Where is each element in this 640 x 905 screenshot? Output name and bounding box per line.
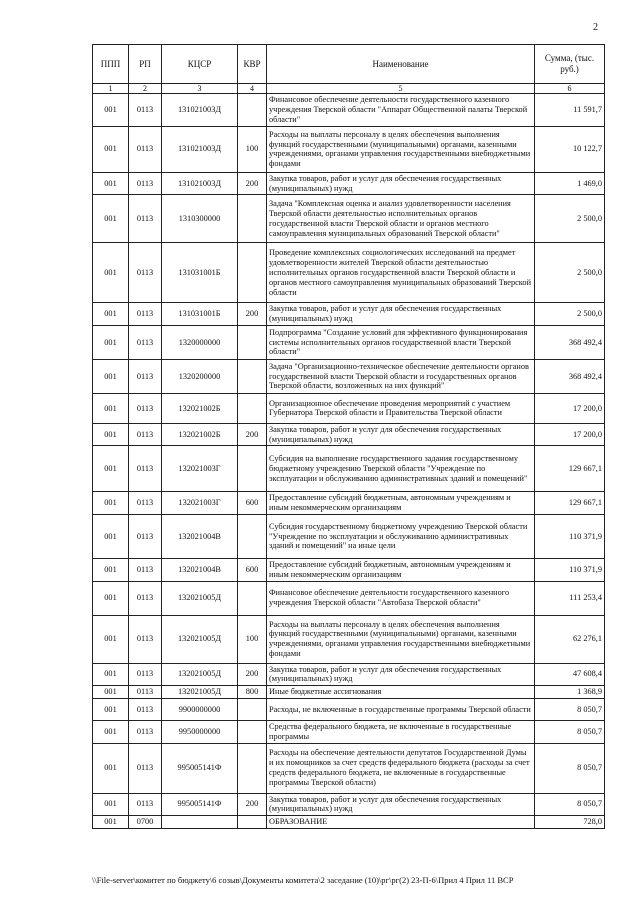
row-sum: 11 591,7: [535, 94, 605, 126]
row-kvr: [238, 359, 267, 393]
row-sum: 110 371,9: [535, 559, 605, 582]
row-rp: 0113: [129, 126, 162, 172]
column-index-row: [93, 84, 605, 94]
row-rp: 0113: [129, 581, 162, 615]
row-ppp: 001: [93, 698, 129, 720]
header-kcsr: КЦСР: [162, 45, 238, 84]
row-kvr: 200: [238, 663, 267, 686]
table-row: [93, 720, 605, 743]
row-sum: 368 492,4: [535, 325, 605, 359]
row-kvr: 200: [238, 172, 267, 195]
row-rp: 0113: [129, 303, 162, 326]
row-kcsr: 131031001Б: [162, 243, 238, 303]
row-name: Проведение комплексных социологических исследований на предмет удовлетворенности жителей Тверской области деятельностью исполнительных органов государственной власти Тверской области и органов местного самоуправления муниципальных образований Тверской области: [267, 243, 535, 303]
header-row: [93, 45, 605, 84]
row-rp: 0113: [129, 743, 162, 793]
row-sum: 111 253,4: [535, 581, 605, 615]
table-row: [93, 195, 605, 243]
row-kvr: 200: [238, 303, 267, 326]
row-ppp: 001: [93, 393, 129, 423]
row-kvr: [238, 393, 267, 423]
header-kvr: КВР: [238, 45, 267, 84]
row-sum: 2 500,0: [535, 195, 605, 243]
row-sum: 2 500,0: [535, 243, 605, 303]
column-index: 1: [93, 84, 129, 94]
row-kcsr: 132021004В: [162, 515, 238, 559]
row-kcsr: 131021003Д: [162, 172, 238, 195]
row-kvr: 100: [238, 615, 267, 663]
table-row: [93, 94, 605, 126]
row-kcsr: 9950000000: [162, 720, 238, 743]
row-ppp: 001: [93, 423, 129, 446]
table-row: [93, 698, 605, 720]
column-index: 3: [162, 84, 238, 94]
row-kcsr: 132021002Б: [162, 423, 238, 446]
row-name: Субсидия государственному бюджетному учреждению Тверской области "Учреждение по эксплуатации и обслуживанию административных зданий и помещений" на иные цели: [267, 515, 535, 559]
row-name: Организационное обеспечение проведения мероприятий с участием Губернатора Тверской области и Правительства Тверской области: [267, 393, 535, 423]
row-ppp: 001: [93, 720, 129, 743]
row-kcsr: 1320200000: [162, 359, 238, 393]
row-sum: 110 371,9: [535, 515, 605, 559]
row-kvr: 600: [238, 492, 267, 515]
table-row: [93, 243, 605, 303]
row-kcsr: 132021002Б: [162, 393, 238, 423]
row-name: Расходы на обеспечение деятельности депутатов Государственной Думы и их помощников за счет средств федерального бюджета (расходы за счет средств федерального бюджета, не включенные в государственные программы Тверской области): [267, 743, 535, 793]
row-sum: 8 050,7: [535, 698, 605, 720]
table-row: [93, 793, 605, 816]
row-kvr: [238, 581, 267, 615]
row-ppp: 001: [93, 359, 129, 393]
row-rp: 0113: [129, 615, 162, 663]
row-rp: 0113: [129, 492, 162, 515]
row-ppp: 001: [93, 663, 129, 686]
row-rp: 0113: [129, 793, 162, 816]
row-rp: 0113: [129, 663, 162, 686]
row-ppp: 001: [93, 195, 129, 243]
row-kvr: [238, 515, 267, 559]
table-row: [93, 446, 605, 492]
row-ppp: 001: [93, 816, 129, 829]
row-sum: 1 469,0: [535, 172, 605, 195]
row-sum: 62 276,1: [535, 615, 605, 663]
page-number: 2: [593, 22, 598, 33]
row-kcsr: 1320000000: [162, 325, 238, 359]
row-kcsr: 131031001Б: [162, 303, 238, 326]
row-ppp: 001: [93, 446, 129, 492]
row-name: ОБРАЗОВАНИЕ: [267, 816, 535, 829]
row-name: Финансовое обеспечение деятельности государственного казенного учреждения Тверской области "Аппарат Общественной палаты Тверской области": [267, 94, 535, 126]
row-sum: 2 500,0: [535, 303, 605, 326]
row-name: Закупка товаров, работ и услуг для обеспечения государственных (муниципальных) нужд: [267, 303, 535, 326]
row-rp: 0113: [129, 195, 162, 243]
row-name: Финансовое обеспечение деятельности государственного казенного учреждения Тверской области "Автобаза Тверской области": [267, 581, 535, 615]
row-name: Расходы, не включенные в государственные программы Тверской области: [267, 698, 535, 720]
table-row: [93, 515, 605, 559]
row-ppp: 001: [93, 515, 129, 559]
table-row: [93, 743, 605, 793]
table-row: [93, 325, 605, 359]
row-sum: 17 200,0: [535, 393, 605, 423]
row-name: Средства федерального бюджета, не включенные в государственные программы: [267, 720, 535, 743]
row-kcsr: 1310300000: [162, 195, 238, 243]
row-name: Расходы на выплаты персоналу в целях обеспечения выполнения функций государственными (муниципальными) органами, казенными учреждениями, органами управления государственными внебюджетными фондами: [267, 615, 535, 663]
header-ppp: ППП: [93, 45, 129, 84]
file-path-footer: \\File-server\комитет по бюджету\6 созыв\Документы комитета\2 заседание (10)\рг\рг(2) 23-П-6\Прил 4 Прил 11 ВСР: [92, 875, 514, 885]
row-rp: 0113: [129, 686, 162, 699]
row-ppp: 001: [93, 325, 129, 359]
row-kvr: 200: [238, 793, 267, 816]
table-row: [93, 172, 605, 195]
row-name: Иные бюджетные ассигнования: [267, 686, 535, 699]
column-index: 4: [238, 84, 267, 94]
row-kvr: [238, 243, 267, 303]
table-row: [93, 686, 605, 699]
row-kcsr: 995005141Ф: [162, 793, 238, 816]
row-rp: 0113: [129, 325, 162, 359]
row-sum: 10 122,7: [535, 126, 605, 172]
row-name: Закупка товаров, работ и услуг для обеспечения государственных (муниципальных) нужд: [267, 423, 535, 446]
column-index: 2: [129, 84, 162, 94]
row-name: Закупка товаров, работ и услуг для обеспечения государственных (муниципальных) нужд: [267, 793, 535, 816]
column-index: 5: [267, 84, 535, 94]
row-kcsr: 132021005Д: [162, 615, 238, 663]
row-kcsr: 132021005Д: [162, 686, 238, 699]
table-row: [93, 423, 605, 446]
budget-table: [92, 44, 605, 829]
row-sum: 8 050,7: [535, 793, 605, 816]
table-body: [93, 94, 605, 828]
row-sum: 8 050,7: [535, 743, 605, 793]
row-ppp: 001: [93, 303, 129, 326]
row-name: Закупка товаров, работ и услуг для обеспечения государственных (муниципальных) нужд: [267, 663, 535, 686]
row-kcsr: 131021003Д: [162, 126, 238, 172]
row-rp: 0113: [129, 172, 162, 195]
row-name: Задача "Комплексная оценка и анализ удовлетворенности населения Тверской области деятельностью исполнительных органов государственной власти Тверской области и органов местного самоуправления муниципальных образований Тверской области": [267, 195, 535, 243]
row-rp: 0113: [129, 559, 162, 582]
row-kcsr: 132021003Г: [162, 446, 238, 492]
row-sum: 8 050,7: [535, 720, 605, 743]
row-name: Подпрограмма "Создание условий для эффективного функционирования системы исполнительных органов государственной власти Тверской области": [267, 325, 535, 359]
row-ppp: 001: [93, 581, 129, 615]
row-sum: 1 368,9: [535, 686, 605, 699]
row-kcsr: 131021003Д: [162, 94, 238, 126]
row-name: Предоставление субсидий бюджетным, автономным учреждениям и иным некоммерческим организациям: [267, 559, 535, 582]
row-kvr: [238, 720, 267, 743]
row-rp: 0113: [129, 446, 162, 492]
row-kvr: 600: [238, 559, 267, 582]
row-ppp: 001: [93, 615, 129, 663]
row-kvr: [238, 94, 267, 126]
row-kcsr: 995005141Ф: [162, 743, 238, 793]
table-row: [93, 816, 605, 829]
table-row: [93, 126, 605, 172]
row-ppp: 001: [93, 686, 129, 699]
table-row: [93, 492, 605, 515]
row-name: Предоставление субсидий бюджетным, автономным учреждениям и иным некоммерческим организациям: [267, 492, 535, 515]
row-kcsr: [162, 816, 238, 829]
row-kcsr: 132021005Д: [162, 663, 238, 686]
row-name: Субсидия на выполнение государственного задания государственному бюджетному учреждению Тверской области "Учреждение по эксплуатации и обслуживанию административных зданий и помещений": [267, 446, 535, 492]
row-name: Задача "Организационно-техническое обеспечение деятельности органов государственной власти Тверской области и государственных органов Тверской области, возложенных на них функций": [267, 359, 535, 393]
table-row: [93, 615, 605, 663]
row-ppp: 001: [93, 743, 129, 793]
row-sum: 129 667,1: [535, 492, 605, 515]
row-kvr: [238, 816, 267, 829]
row-kvr: [238, 446, 267, 492]
header-name: Наименование: [267, 45, 535, 84]
row-kvr: [238, 698, 267, 720]
row-kvr: [238, 325, 267, 359]
row-rp: 0113: [129, 359, 162, 393]
row-rp: 0113: [129, 720, 162, 743]
table-row: [93, 581, 605, 615]
row-ppp: 001: [93, 559, 129, 582]
row-ppp: 001: [93, 172, 129, 195]
row-sum: 129 667,1: [535, 446, 605, 492]
row-rp: 0113: [129, 515, 162, 559]
header-rp: РП: [129, 45, 162, 84]
table-row: [93, 393, 605, 423]
row-ppp: 001: [93, 492, 129, 515]
row-kcsr: 9900000000: [162, 698, 238, 720]
row-ppp: 001: [93, 243, 129, 303]
table-row: [93, 663, 605, 686]
row-ppp: 001: [93, 94, 129, 126]
row-rp: 0113: [129, 94, 162, 126]
row-ppp: 001: [93, 793, 129, 816]
row-kvr: 100: [238, 126, 267, 172]
row-sum: 368 492,4: [535, 359, 605, 393]
row-kvr: 200: [238, 423, 267, 446]
header-sum: Сумма, (тыс. руб.): [535, 45, 605, 84]
row-sum: 17 200,0: [535, 423, 605, 446]
row-rp: 0113: [129, 423, 162, 446]
row-ppp: 001: [93, 126, 129, 172]
table-row: [93, 303, 605, 326]
row-rp: 0700: [129, 816, 162, 829]
row-sum: 728,0: [535, 816, 605, 829]
row-rp: 0113: [129, 243, 162, 303]
row-kvr: [238, 743, 267, 793]
table-row: [93, 359, 605, 393]
row-name: Закупка товаров, работ и услуг для обеспечения государственных (муниципальных) нужд: [267, 172, 535, 195]
column-index: 6: [535, 84, 605, 94]
table-row: [93, 559, 605, 582]
row-kcsr: 132021003Г: [162, 492, 238, 515]
row-kcsr: 132021005Д: [162, 581, 238, 615]
row-sum: 47 608,4: [535, 663, 605, 686]
row-kvr: [238, 195, 267, 243]
row-rp: 0113: [129, 393, 162, 423]
row-kcsr: 132021004В: [162, 559, 238, 582]
row-kvr: 800: [238, 686, 267, 699]
row-name: Расходы на выплаты персоналу в целях обеспечения выполнения функций государственными (муниципальными) органами, казенными учреждениями, органами управления государственными внебюджетными фондами: [267, 126, 535, 172]
row-rp: 0113: [129, 698, 162, 720]
